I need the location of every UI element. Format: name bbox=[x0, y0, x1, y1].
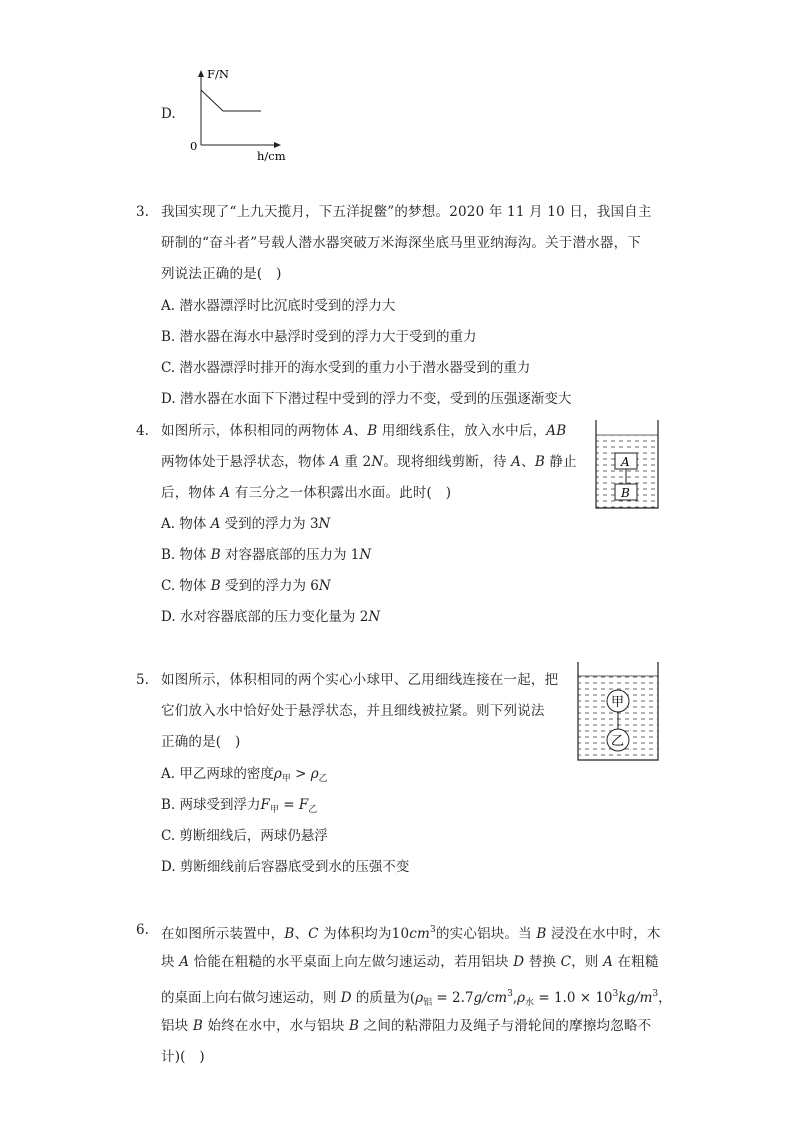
q4-stem-line-1: 如图所示，体积相同的两物体 A、B 用细线系住，放入水中后，AB bbox=[161, 423, 567, 439]
q3-option-a: A. 潜水器漂浮时比沉底时受到的浮力大 bbox=[161, 298, 396, 314]
q4-stem-line-3: 后，物体 A 有三分之一体积露出水面。此时( ) bbox=[161, 485, 452, 501]
q4-option-b: B. 物体 B 对容器底部的压力为 1N bbox=[161, 547, 372, 563]
q6-stem-line-4: 铝块 B 始终在水中，水与铝块 B 之间的粘滞阻力及绳子与滑轮间的摩擦均忽略不 bbox=[161, 1018, 652, 1034]
q5-stem-line-3: 正确的是( ) bbox=[161, 734, 241, 750]
q5-stem-line-1: 如图所示，体积相同的两个实心小球甲、乙用细线连接在一起，把 bbox=[161, 672, 559, 688]
q5-figure bbox=[576, 662, 660, 762]
q5-option-c: C. 剪断细线后，两球仍悬浮 bbox=[161, 828, 328, 844]
q3-option-d: D. 潜水器在水面下下潜过程中受到的浮力不变，受到的压强逐渐变大 bbox=[161, 391, 572, 407]
q4-option-c: C. 物体 B 受到的浮力为 6N bbox=[161, 578, 331, 594]
q3-stem-line-2: 研制的“奋斗者”号载人潜水器突破万米海深坐底马里亚纳海沟。关于潜水器，下 bbox=[161, 235, 642, 251]
q3-option-c: C. 潜水器漂浮时排开的海水受到的重力小于潜水器受到的重力 bbox=[161, 360, 531, 376]
q6-stem-line-3: 的桌面上向右做匀速运动，则 D 的质量为($\rho_铝 = 2.7g/cm^3,\rho_水 = 1.0 \times 10^3kg/m^3$， bbox=[161, 989, 672, 1008]
q3-stem-line-1: 我国实现了“上九天揽月，下五洋捉鳖”的梦想。2020 年 11 月 10 日，我国自主 bbox=[161, 204, 652, 220]
block-b-label: B bbox=[621, 486, 630, 500]
q3-stem-line-3: 列说法正确的是( ) bbox=[161, 266, 282, 282]
q4-figure bbox=[594, 420, 660, 510]
q4-option-d: D. 水对容器底部的压力变化量为 2N bbox=[161, 609, 381, 625]
q2-option-d-graph bbox=[185, 62, 295, 167]
graph-x-axis-label: h/cm bbox=[257, 149, 286, 163]
block-a-label: A bbox=[621, 455, 630, 469]
q5-number: 5. bbox=[136, 672, 149, 688]
q6-number: 6. bbox=[136, 922, 149, 938]
q4-number: 4. bbox=[136, 423, 149, 439]
graph-origin-label: 0 bbox=[190, 139, 198, 153]
q3-option-b: B. 潜水器在海水中悬浮时受到的浮力大于受到的重力 bbox=[161, 329, 477, 345]
q6-stem-line-1: 在如图所示装置中，B、C 为体积均为$10cm^3$的实心铝块。当 B 浸没在水中时，木 bbox=[161, 925, 661, 942]
q2-option-d-label: D. bbox=[161, 106, 176, 122]
ball-yi-label: 乙 bbox=[611, 734, 625, 749]
q4-option-a: A. 物体 A 受到的浮力为 3N bbox=[161, 516, 331, 532]
ball-jia-label: 甲 bbox=[611, 695, 625, 710]
q5-option-a: A. 甲乙两球的密度$\rho_甲 > \rho_乙$ bbox=[161, 766, 328, 784]
q5-option-b: B. 两球受到浮力$F_甲 = F_乙$ bbox=[161, 797, 318, 815]
q6-stem-line-2: 块 A 恰能在粗糙的水平桌面上向左做匀速运动，若用铝块 D 替换 C，则 A 在粗糙 bbox=[161, 954, 659, 970]
q5-stem-line-2: 它们放入水中恰好处于悬浮状态，并且细线被拉紧。则下列说法 bbox=[161, 703, 545, 719]
q3-number: 3. bbox=[136, 204, 149, 220]
q4-stem-line-2: 两物体处于悬浮状态，物体 A 重 2N。现将细线剪断，待 A、B 静止 bbox=[161, 454, 577, 470]
q6-stem-line-5: 计)( ) bbox=[161, 1049, 205, 1065]
q5-option-d: D. 剪断细线前后容器底受到水的压强不变 bbox=[161, 859, 410, 875]
graph-y-axis-label: F/N bbox=[207, 67, 229, 81]
